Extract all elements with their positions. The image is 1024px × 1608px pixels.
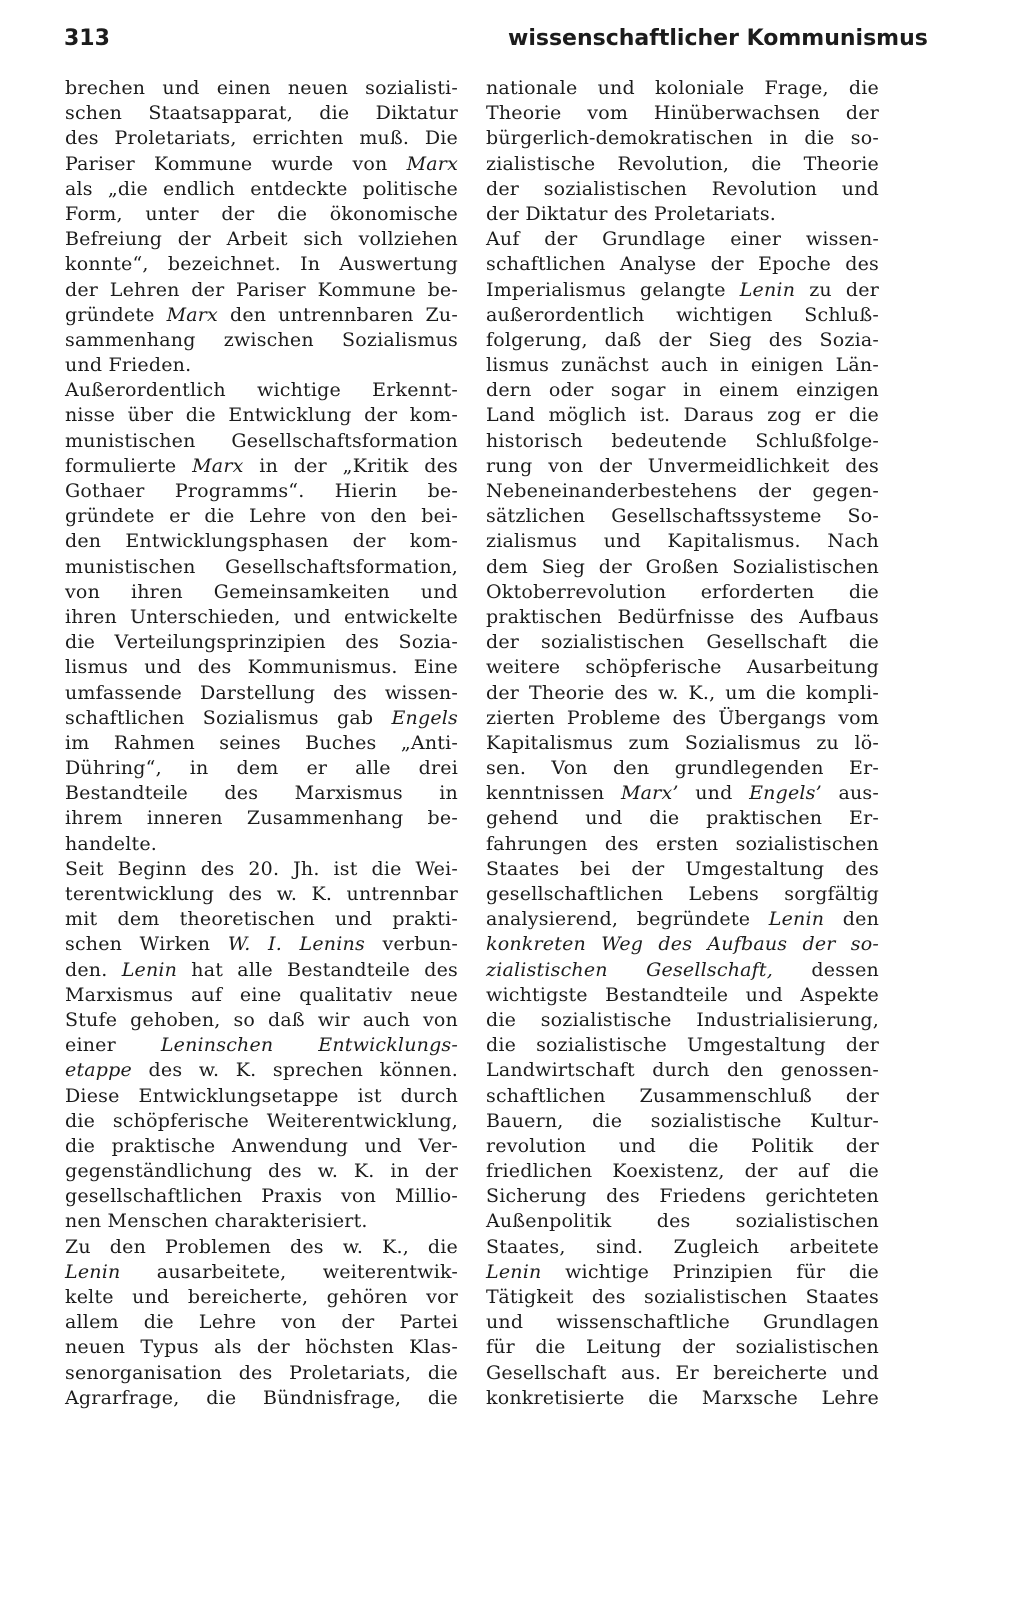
text-line [486, 1386, 879, 1411]
italic-name: Marx [166, 303, 218, 326]
text-run: folgerung, daß der Sieg des Sozia- [486, 328, 879, 351]
text-line [65, 101, 458, 126]
text-line [486, 1335, 879, 1360]
text-line [65, 731, 458, 756]
italic-name: Engels’ [749, 782, 822, 805]
text-run: Gothaer Programms“. Hierin be- [65, 480, 458, 502]
text-line [486, 101, 879, 126]
text-line [65, 152, 458, 177]
text-run: Befreiung der Arbeit sich vollziehen [65, 228, 458, 251]
italic-name: Engels [391, 706, 458, 729]
text-run: fahrungen des ersten sozialistischen [486, 832, 879, 855]
italic-name: Lenin [65, 1260, 121, 1283]
text-run: Agrarfrage, die Bündnisfrage, die [65, 1386, 458, 1409]
text-run: Außerordentlich wichtige Erkennt- [65, 379, 458, 402]
text-line [486, 152, 879, 177]
text-line [486, 1033, 879, 1058]
text-line [486, 932, 879, 957]
text-line [65, 353, 458, 378]
text-run: Imperialismus gelangte [486, 278, 740, 301]
text-line [65, 1033, 458, 1058]
text-run: zu der [795, 278, 880, 301]
italic-name: Lenin [739, 278, 796, 301]
text-line [65, 781, 458, 806]
text-line [486, 1109, 879, 1134]
text-run: terentwicklung des w. K. untrennbar [65, 883, 458, 905]
text-run: kenntnissen [486, 782, 621, 805]
text-run: rung von der Unvermeidlichkeit des [486, 454, 879, 477]
text-line [65, 1260, 458, 1285]
text-line [486, 303, 879, 328]
text-line [486, 706, 879, 731]
text-run: Auf der Grundlage einer wissen- [486, 228, 879, 251]
text-run: gründete er die Lehre von den bei- [65, 505, 458, 528]
text-run: Außenpolitik des sozialistischen [486, 1210, 879, 1233]
text-line [486, 1361, 879, 1386]
italic-name: Lenin [486, 1260, 542, 1283]
text-run: bürgerlich-demokratischen in die so- [486, 127, 879, 150]
text-run: schen Wirken [65, 933, 228, 956]
text-line [486, 126, 879, 151]
text-line [486, 177, 879, 202]
text-line [65, 227, 458, 252]
text-run: neuen Typus als der höchsten Klas- [65, 1336, 458, 1359]
text-line [486, 1084, 879, 1109]
text-line [486, 756, 879, 781]
text-line [486, 832, 879, 857]
text-line [486, 202, 879, 227]
text-line [486, 983, 879, 1008]
italic-name: konkreten Weg des Aufbaus der so- [486, 933, 879, 956]
italic-name: etappe [65, 1059, 132, 1082]
text-line [486, 907, 879, 932]
text-run: die Verteilungsprinzipien des Sozia- [65, 631, 458, 654]
text-line [486, 1209, 879, 1234]
text-line [486, 731, 879, 756]
text-line [65, 832, 458, 857]
text-line [486, 630, 879, 655]
right-column [486, 76, 879, 1411]
text-run: Zu den Problemen des w. K., die [65, 1235, 458, 1258]
text-run: zialistische Revolution, die Theorie [486, 152, 879, 175]
text-run: dem Sieg der Großen Sozialistischen [486, 555, 879, 578]
text-run: Seit Beginn des 20. Jh. ist die Wei- [65, 857, 458, 880]
text-line [65, 429, 458, 454]
text-run: und Frieden. [65, 354, 192, 377]
text-line [486, 529, 879, 554]
text-line [65, 706, 458, 731]
text-run: der Theorie des w. K., um die kompli- [486, 681, 879, 704]
text-run: der sozialistischen Gesellschaft die [486, 631, 879, 654]
text-run: praktischen Bedürfnisse des Aufbaus [486, 605, 879, 628]
text-run: Staates, sind. Zugleich arbeitete [486, 1235, 879, 1258]
text-run: und wissenschaftliche Grundlagen [486, 1311, 879, 1334]
text-run: gesellschaftlichen Praxis von Millio- [65, 1185, 458, 1208]
text-line [65, 857, 458, 882]
text-line [486, 882, 879, 907]
text-line [65, 403, 458, 428]
text-run: die sozialistische Umgestaltung der [486, 1034, 879, 1057]
italic-name: W. I. Lenins [227, 933, 365, 956]
text-run: konnte“, bezeichnet. In Auswertung [65, 253, 458, 276]
text-run: munistischen Gesellschaftsformation, [65, 555, 458, 578]
text-run: Dühring“, in dem er alle drei [65, 757, 458, 780]
text-line [65, 76, 458, 101]
text-run: Pariser Kommune wurde von [65, 152, 407, 175]
text-line [486, 278, 879, 303]
text-run: den Entwicklungsphasen der kom- [65, 530, 458, 553]
text-run: mit dem theoretischen und prakti- [65, 908, 458, 931]
text-line [65, 1235, 458, 1260]
text-run: Marxismus auf eine qualitativ neue [65, 983, 458, 1006]
italic-name: Marx [406, 152, 458, 175]
text-line [65, 681, 458, 706]
text-line [486, 958, 879, 983]
text-run: der Lehren der Pariser Kommune be- [65, 278, 458, 301]
text-line [65, 655, 458, 680]
text-line [486, 555, 879, 580]
text-run: Form, unter der die ökonomische [65, 202, 458, 225]
text-line [486, 479, 879, 504]
text-run: die sozialistische Industrialisierung, [486, 1008, 879, 1031]
text-run: nisse über die Entwicklung der kom- [65, 404, 458, 427]
text-line [65, 630, 458, 655]
text-run: dessen [772, 958, 879, 981]
text-run: ihren Unterschieden, und entwickelte [65, 605, 458, 628]
text-run: Gesellschaft aus. Er bereicherte und [486, 1361, 879, 1384]
italic-name: Lenin [121, 958, 178, 981]
text-run: ausarbeitete, weiterentwik- [120, 1260, 458, 1283]
text-line [486, 580, 879, 605]
text-run: historisch bedeutende Schlußfolge- [486, 429, 879, 452]
text-run: hat alle Bestandteile des [177, 958, 458, 981]
text-line [486, 378, 879, 403]
text-run: gegenständlichung des w. K. in der [65, 1160, 458, 1183]
text-run: in der „Kritik des [243, 454, 458, 477]
text-line [486, 655, 879, 680]
text-run: der Diktatur des Proletariats. [486, 202, 777, 225]
text-line [65, 202, 458, 227]
text-run: senorganisation des Proletariats, die [65, 1361, 458, 1384]
text-run: schen Staatsapparat, die Diktatur [65, 102, 458, 125]
text-run: verbun- [364, 933, 459, 956]
text-run: lismus und des Kommunismus. Eine [65, 656, 458, 679]
text-run: formulierte [65, 454, 193, 477]
text-run: den [824, 908, 880, 931]
text-run: analysierend, begründete [486, 908, 769, 931]
text-line [486, 1235, 879, 1260]
text-run: munistischen Gesellschaftsformation [65, 429, 458, 452]
text-line [486, 1058, 879, 1083]
text-line [486, 403, 879, 428]
text-run: für die Leitung der sozialistischen [486, 1336, 879, 1359]
text-run: Diese Entwicklungsetappe ist durch [65, 1084, 458, 1107]
text-run: Sicherung des Friedens gerichteten [486, 1185, 879, 1208]
italic-name: Leninschen Entwicklungs- [160, 1034, 459, 1057]
text-line [65, 605, 458, 630]
text-run: die schöpferische Weiterentwicklung, [65, 1109, 458, 1132]
text-run: Bestandteile des Marxismus in [65, 782, 458, 805]
text-run: Theorie vom Hinüberwachsen der [486, 102, 879, 125]
text-run: der sozialistischen Revolution und [486, 177, 879, 200]
text-line [65, 983, 458, 1008]
text-line [65, 252, 458, 277]
text-line [486, 781, 879, 806]
text-run: Staates bei der Umgestaltung des [486, 857, 879, 880]
text-line [65, 278, 458, 303]
text-run: wichtigste Bestandteile und Aspekte [486, 983, 879, 1006]
text-run: nationale und koloniale Frage, die [486, 77, 879, 99]
text-line [486, 328, 879, 353]
text-run: brechen und einen neuen sozialisti- [65, 77, 458, 99]
text-line [65, 580, 458, 605]
text-line [65, 1361, 458, 1386]
text-run: aus- [821, 782, 880, 805]
text-line [486, 1285, 879, 1310]
text-line [65, 126, 458, 151]
text-run: sen. Von den grundlegenden Er- [486, 757, 879, 780]
text-line [65, 806, 458, 831]
text-run: als „die endlich entdeckte politische [65, 177, 458, 200]
text-line [486, 429, 879, 454]
text-run: Land möglich ist. Daraus zog er die [486, 404, 879, 427]
text-run: gehend und die praktischen Er- [486, 807, 879, 830]
text-run: den untrennbaren Zu- [217, 303, 458, 326]
text-run: von ihren Gemeinsamkeiten und [65, 580, 458, 603]
text-run: wichtige Prinzipien für die [541, 1260, 879, 1283]
text-line [65, 378, 458, 403]
text-run: Stufe gehoben, so daß wir auch von [65, 1008, 458, 1031]
text-run: im Rahmen seines Buches „Anti- [65, 731, 458, 754]
text-line [486, 353, 879, 378]
text-line [65, 1184, 458, 1209]
text-line [65, 1386, 458, 1411]
running-head: wissenschaftlicher Kommunismus [508, 26, 928, 51]
text-line [486, 857, 879, 882]
text-run: lismus zunächst auch in einigen Län- [486, 354, 879, 377]
text-line [486, 1159, 879, 1184]
italic-name: zialistischen Gesellschaft, [486, 958, 773, 981]
text-line [65, 1310, 458, 1335]
text-run: umfassende Darstellung des wissen- [65, 681, 458, 704]
text-line [486, 806, 879, 831]
text-line [486, 605, 879, 630]
left-column [65, 76, 458, 1411]
text-run: ihrem inneren Zusammenhang be- [65, 807, 458, 830]
text-line [65, 882, 458, 907]
text-line [65, 1134, 458, 1159]
text-run: Kapitalismus zum Sozialismus zu lö- [486, 731, 879, 754]
text-run: gesellschaftlichen Lebens sorgfältig [486, 883, 879, 905]
text-run: konkretisierte die Marxsche Lehre [486, 1386, 879, 1409]
text-run: revolution und die Politik der [486, 1134, 879, 1157]
text-run: nen Menschen charakterisiert. [65, 1210, 368, 1233]
text-run: allem die Lehre von der Partei [65, 1311, 458, 1334]
italic-name: Lenin [768, 908, 825, 931]
text-line [486, 681, 879, 706]
text-line [65, 932, 458, 957]
text-run: kelte und bereicherte, gehören vor [65, 1286, 458, 1308]
text-line [486, 227, 879, 252]
text-run: Tätigkeit des sozialistischen Staates [486, 1286, 879, 1308]
text-run: schaftlichen Zusammenschluß der [486, 1084, 879, 1107]
text-line [65, 303, 458, 328]
text-line [65, 1084, 458, 1109]
text-run: die praktische Anwendung und Ver- [65, 1134, 458, 1157]
text-run: Nebeneinanderbestehens der gegen- [486, 480, 879, 502]
text-line [486, 1134, 879, 1159]
text-run: den. [65, 958, 122, 981]
text-run: des w. K. sprechen können. [131, 1059, 458, 1082]
text-line [65, 1209, 458, 1234]
text-line [65, 328, 458, 353]
text-line [65, 907, 458, 932]
text-run: außerordentlich wichtigen Schluß- [486, 303, 879, 326]
text-line [65, 555, 458, 580]
text-line [65, 1335, 458, 1360]
text-line [65, 1008, 458, 1033]
text-line [65, 1159, 458, 1184]
text-run: zierten Probleme des Übergangs vom [486, 706, 879, 729]
text-line [486, 76, 879, 101]
text-run: gründete [65, 303, 167, 326]
text-line [65, 1285, 458, 1310]
text-run: Oktoberrevolution erforderten die [486, 580, 879, 603]
text-line [65, 479, 458, 504]
text-line [65, 454, 458, 479]
text-run: schaftlichen Sozialismus gab [65, 706, 392, 729]
text-run: schaftlichen Analyse der Epoche des [486, 253, 879, 276]
text-line [65, 1058, 458, 1083]
text-run: und [678, 782, 750, 805]
text-run: sätzlichen Gesellschaftssysteme So- [486, 505, 879, 528]
text-line [65, 756, 458, 781]
text-line [65, 1109, 458, 1134]
text-line [65, 177, 458, 202]
text-run: Bauern, die sozialistische Kultur- [486, 1109, 879, 1132]
page-number: 313 [64, 26, 110, 51]
italic-name: Marx’ [620, 782, 679, 805]
text-line [486, 504, 879, 529]
text-run: Landwirtschaft durch den genossen- [486, 1059, 879, 1082]
text-run: des Proletariats, errichten muß. Die [65, 127, 458, 150]
text-run: weitere schöpferische Ausarbeitung [486, 656, 879, 679]
text-line [486, 1310, 879, 1335]
text-line [65, 958, 458, 983]
text-line [486, 252, 879, 277]
text-run: dern oder sogar in einem einzigen [486, 379, 879, 402]
text-line [65, 504, 458, 529]
text-line [486, 1184, 879, 1209]
text-run: zialismus und Kapitalismus. Nach [486, 530, 879, 553]
text-run: friedlichen Koexistenz, der auf die [486, 1160, 879, 1183]
text-run: einer [65, 1034, 161, 1057]
text-line [486, 454, 879, 479]
text-line [486, 1260, 879, 1285]
text-run: handelte. [65, 832, 158, 855]
text-line [486, 1008, 879, 1033]
text-run: sammenhang zwischen Sozialismus [65, 328, 458, 351]
text-line [65, 529, 458, 554]
italic-name: Marx [192, 454, 244, 477]
